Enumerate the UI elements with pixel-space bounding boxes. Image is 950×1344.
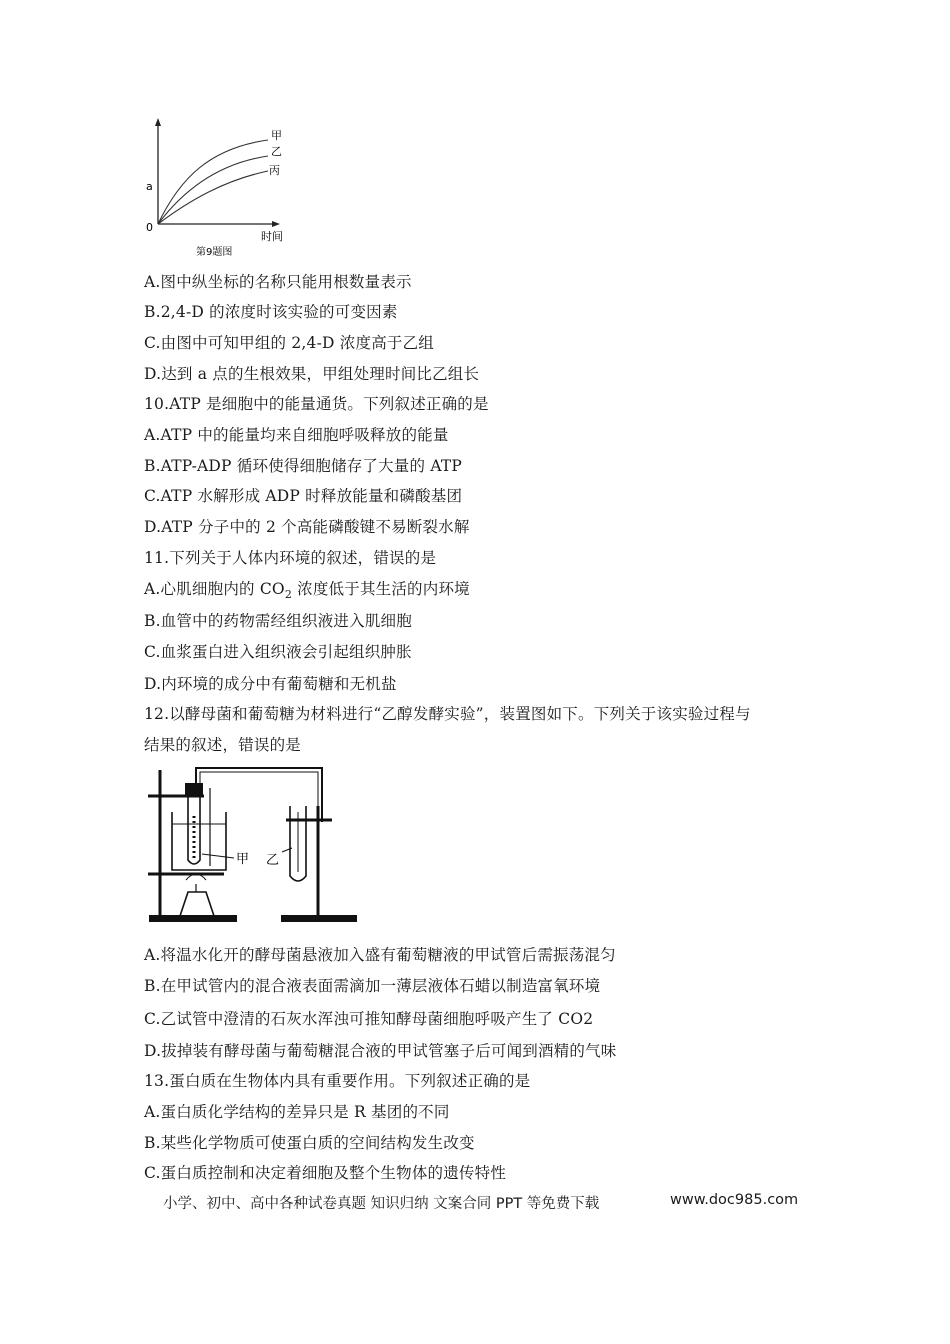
label-zero: 0 (146, 221, 153, 234)
label-time: 时间 (261, 230, 283, 243)
figure-9-graph (140, 118, 300, 258)
q10-stem: 10.ATP 是细胞中的能量通货。下列叙述正确的是 (144, 395, 489, 413)
label-jia: 甲 (271, 129, 282, 142)
q11-option-d: D.内环境的成分中有葡萄糖和无机盐 (144, 675, 397, 693)
label-yi: 乙 (271, 145, 282, 158)
footer-url[interactable]: www.doc985.com (670, 1192, 799, 1208)
q11-option-c: C.血浆蛋白进入组织液会引起组织肿胀 (144, 643, 412, 661)
q9-option-b: B.2,4-D 的浓度时该实验的可变因素 (144, 303, 398, 321)
q10-option-c: C.ATP 水解形成 ADP 时释放能量和磷酸基团 (144, 487, 463, 505)
q12-stem-line1: 12.以酵母菌和葡萄糖为材料进行“乙醇发酵实验”，装置图如下。下列关于该实验过程与 (144, 705, 751, 723)
fermentation-apparatus-figure (146, 766, 358, 928)
q12-option-d: D.拔掉装有酵母菌与葡萄糖混合液的甲试管塞子后可闻到酒精的气味 (144, 1042, 617, 1060)
q12-option-a: A.将温水化开的酵母菌悬液加入盛有葡萄糖液的甲试管后需振荡混匀 (144, 946, 616, 964)
figure-caption: 第9题图 (196, 247, 233, 258)
label-a: a (146, 180, 153, 193)
q10-option-a: A.ATP 中的能量均来自细胞呼吸释放的能量 (144, 426, 449, 444)
apparatus-label-yi: 乙 (266, 853, 280, 868)
q13-option-a: A.蛋白质化学结构的差异只是 R 基团的不同 (144, 1103, 450, 1121)
q11-option-a: A.心肌细胞内的 $CO_2$ 浓度低于其生活的内环境 (144, 580, 470, 602)
label-bing: 丙 (269, 164, 280, 177)
curve-bing (158, 171, 268, 224)
q13-stem: 13.蛋白质在生物体内具有重要作用。下列叙述正确的是 (144, 1072, 531, 1090)
q11-option-b: B.血管中的药物需经组织液进入肌细胞 (144, 612, 412, 630)
apparatus-label-jia: 甲 (236, 852, 250, 867)
q13-option-c: C.蛋白质控制和决定着细胞及整个生物体的遗传特性 (144, 1164, 507, 1182)
q12-option-b: B.在甲试管内的混合液表面需滴加一薄层液体石蜡以制造富氧环境 (144, 977, 601, 995)
q9-option-d: D.达到 a 点的生根效果，甲组处理时间比乙组长 (144, 365, 480, 383)
q12-option-c: C.乙试管中澄清的石灰水浑浊可推知酵母菌细胞呼吸产生了 CO2 (144, 1010, 594, 1028)
q13-option-b: B.某些化学物质可使蛋白质的空间结构发生改变 (144, 1134, 475, 1152)
q10-option-d: D.ATP 分子中的 2 个高能磷酸键不易断裂水解 (144, 518, 470, 536)
footer-text: 小学、初中、高中各种试卷真题 知识归纳 文案合同 PPT 等免费下载 (163, 1196, 600, 1212)
q9-option-a: A.图中纵坐标的名称只能用根数量表示 (144, 273, 412, 291)
q11-stem: 11.下列关于人体内环境的叙述，错误的是 (144, 549, 437, 567)
q12-stem-line2: 结果的叙述，错误的是 (144, 736, 302, 754)
q10-option-b: B.ATP-ADP 循环使得细胞储存了大量的 ATP (144, 457, 463, 475)
q9-option-c: C.由图中可知甲组的 2,4-D 浓度高于乙组 (144, 334, 435, 352)
curve-jia (158, 140, 268, 224)
